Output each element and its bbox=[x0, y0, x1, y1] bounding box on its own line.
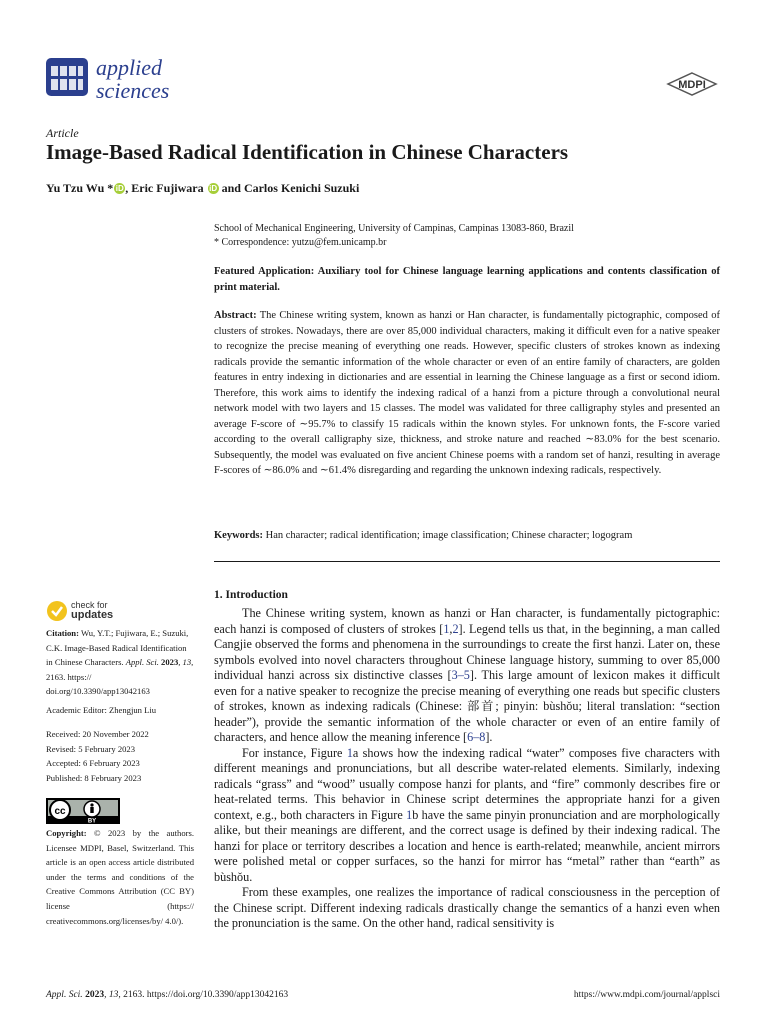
affiliation-line: School of Mechanical Engineering, University of Campinas, Campinas 13083-860, Brazil bbox=[214, 223, 574, 234]
intro-paragraph-2: For instance, Figure 1a shows how the indexing radical “water” composes five characters with different meanings and pronunciations, but all describe water-related elements. Similarly, indexing radicals “grass” and “wood” usually compose hanzi for plants, and “fire” commonly describes fire or heat-related terms. This behavior in Chinese script determines the appropriate hanzi for a given context, e.g., both characters in Figure 1b have the same pinyin pronunciation and are morphologically alike, but their meanings are different, and the correct usage is defined by their indexing radical. The hanzi for place or territory describes a location and hence is earth-related; meanwhile, ancient mirrors were polished metal or copper surfaces, so the hanzi for mirror has “metal” rather than “earth” as bùshǒu. bbox=[214, 745, 720, 884]
footer-journal-url[interactable]: https://www.mdpi.com/journal/applsci bbox=[573, 990, 720, 1000]
copyright-block: Copyright: © 2023 by the authors. Licensee MDPI, Basel, Switzerland. This article is an open access article distributed under the terms and conditions of the Creative Commons Attribution (CC BY) license (https:// creativecommons.org/licenses/by/ 4.0/). bbox=[46, 828, 194, 926]
check-label: check for bbox=[71, 600, 108, 610]
figure-link[interactable]: 1 bbox=[406, 807, 413, 822]
author-wu[interactable]: Yu Tzu Wu * bbox=[46, 181, 114, 195]
check-updates-icon bbox=[46, 600, 68, 622]
updates-label: updates bbox=[71, 609, 114, 621]
keywords-text: Han character; radical identification; image classification; Chinese character; logogram bbox=[263, 530, 633, 541]
intro-paragraph-3: From these examples, one realizes the importance of radical consciousness in the perception of the Chinese script. Different indexing radicals drastically change the semantics of a hanzi even when the pronunciation is the same. On the other hand, radical sensitivity is bbox=[214, 885, 720, 930]
published-date: Published: 8 February 2023 bbox=[46, 772, 142, 783]
footer-citation: Appl. Sci. 2023, 13, 2163. https://doi.org/10.3390/app13042163 bbox=[46, 990, 289, 1000]
section-heading: 1. Introduction bbox=[214, 589, 288, 601]
figure-link[interactable]: 1 bbox=[346, 745, 353, 760]
citation-doi-link[interactable]: , 2163. https:// doi.org/10.3390/app13042163 bbox=[46, 657, 194, 697]
academic-editor: Academic Editor: Zhengjun Liu bbox=[46, 705, 157, 715]
page-title: Image-Based Radical Identification in Chinese Characters bbox=[46, 140, 569, 164]
orcid-icon[interactable]: iD bbox=[115, 184, 124, 193]
received-date: Received: 20 November 2022 bbox=[46, 729, 149, 739]
cc-by-license-icon[interactable] bbox=[46, 798, 120, 824]
divider bbox=[214, 561, 720, 562]
abstract bbox=[214, 308, 720, 479]
author-suzuki[interactable]: and Carlos Kenichi Suzuki bbox=[218, 181, 360, 195]
keywords-label: Keywords: bbox=[214, 530, 263, 541]
mdpi-logo-icon bbox=[666, 72, 718, 96]
correspondence-line: * Correspondence: yutzu@fem.unicamp.br bbox=[214, 237, 387, 248]
journal-name-line1: applied bbox=[96, 55, 162, 80]
check-for-updates-button[interactable] bbox=[46, 598, 142, 624]
citation-link[interactable]: 6–8 bbox=[467, 730, 486, 744]
abstract-label: Abstract: bbox=[214, 310, 257, 321]
abstract-text: The Chinese writing system, known as hanzi or Han character, is fundamentally pictographic, composed of clusters of strokes. Nowadays, there are over 85,000 individual characters, making it difficult even for a native speaker to recognize the precise meaning of everything one reads. However, specific clusters of strokes known as indexing radicals provide the semantic information of the whole character or even of an entire family of characters, are golden features in entry indexing in dictionaries and are essential in learning the Chinese language as a first or second idiom. Therefore, this work aims to identify the indexing radical of a hanzi from a picture through a convolutional neural network model with two layers and 15 classes. The model was validated for three calligraphy styles and presented an average F-score of ∼95.7% to classify 15 radicals within the known styles. For unknown fonts, the F-score varied according to the overall calligraphy size, thickness, and stroke nature and reached ∼83.0% for the best scenario. Subsequently, the model was evaluated on five ancient Chinese poems with a random set of hanzi, resulting in average F-scores of ∼86.0% and ∼61.4% disregarding and regarding the unknown indexing radicals, respectively. bbox=[214, 310, 720, 476]
accepted-date: Accepted: 6 February 2023 bbox=[46, 758, 140, 769]
publisher-name: MDPI bbox=[678, 79, 706, 91]
footer-doi-link[interactable]: , 2163. https://doi.org/10.3390/app13042163 bbox=[118, 990, 289, 1000]
author-list bbox=[46, 181, 359, 196]
journal-name bbox=[96, 56, 169, 102]
revised-date: Revised: 5 February 2023 bbox=[46, 743, 136, 754]
keywords bbox=[214, 528, 720, 544]
svg-text:cc: cc bbox=[54, 806, 66, 817]
featured-application: Featured Application: Auxiliary tool for Chinese language learning applications and contents classification of print material. bbox=[214, 266, 720, 293]
author-fujiwara[interactable]: , Eric Fujiwara bbox=[125, 181, 207, 195]
cc-by-label: BY bbox=[87, 818, 97, 824]
affiliation bbox=[214, 222, 574, 250]
orcid-icon[interactable]: iD bbox=[209, 184, 218, 193]
intro-body bbox=[214, 606, 720, 932]
journal-logo-icon bbox=[46, 58, 88, 96]
citation-link[interactable]: 3–5 bbox=[451, 668, 470, 682]
intro-paragraph-1: The Chinese writing system, known as hanzi or Han character, is fundamentally pictographic: each hanzi is composed of clusters of strokes [1,2]. Legend tells us that, in the beginning, a man called Cangjie observed the forms and phenomena in the surroundings to create the first hanzi. Later on, these symbols evolved into novel characters throughout Chinese language history, summing to over 85,000 individual hanzi across six distinctive classes [3–5]. This large amount of lexicon makes it difficult even for a native speaker to recognize the precise meaning of everything one reads but specific clusters of strokes, known as indexing radicals (Chinese: 部首; pinyin: bùshǒu; literal translation: “section header”), provide the semantic information of the whole character or even of an entire family of characters, and hence allow the meaning inference [6–8]. bbox=[214, 606, 721, 744]
citation-block: Citation: Wu, Y.T.; Fujiwara, E.; Suzuki, C.K. Image-Based Radical Identification in Chinese Characters. Appl. Sci. 2023, 13, 2163. https:// doi.org/10.3390/app13042163 bbox=[46, 628, 194, 697]
journal-name-line2: sciences bbox=[96, 78, 170, 103]
dates bbox=[46, 727, 194, 785]
citation-link[interactable]: 1 bbox=[443, 621, 450, 636]
article-type: Article bbox=[46, 126, 79, 140]
citation-link[interactable]: 2 bbox=[452, 621, 459, 636]
